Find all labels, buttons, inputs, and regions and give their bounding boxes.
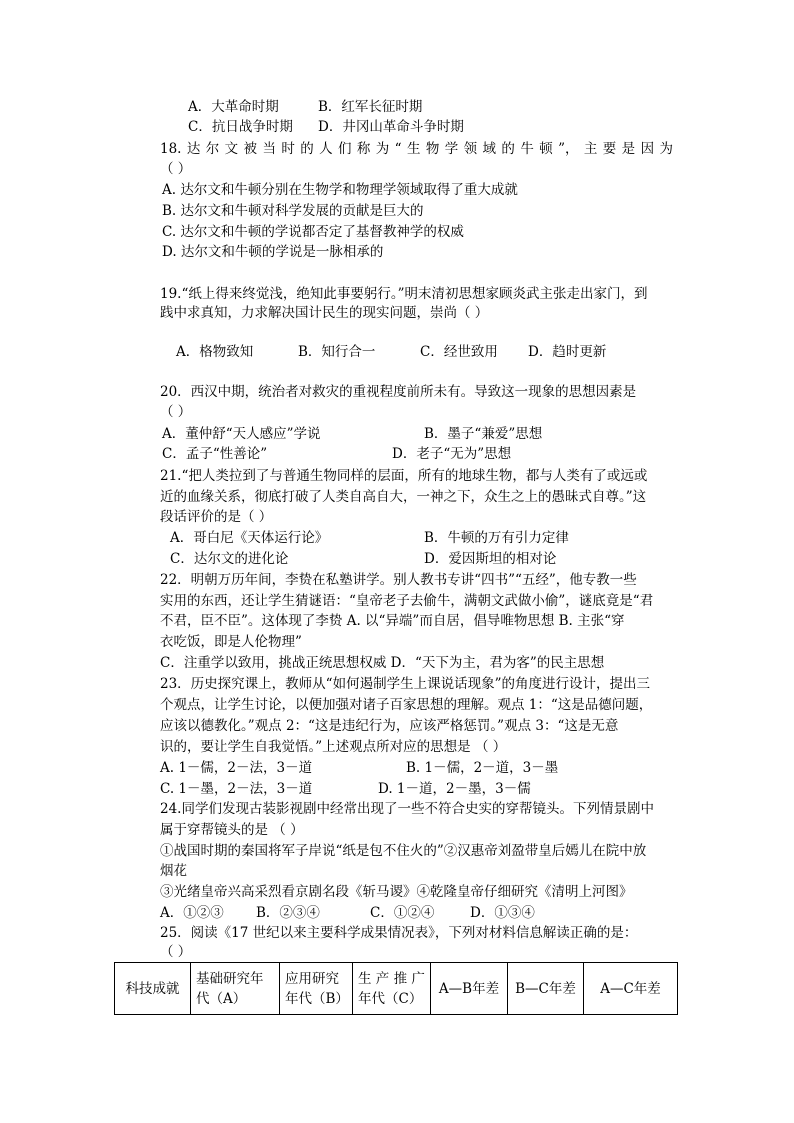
- q24-option-c: C．①②④: [370, 905, 435, 921]
- q22-stem-line4: 衣吃饭，即是人伦物理”: [160, 634, 302, 650]
- q20-option-a: A．董仲舒“天人感应”学说: [162, 426, 321, 442]
- q19-option-c: C．经世致用: [420, 344, 498, 360]
- q23-stem-line4: 识的，要让学生自我觉悟。”上述观点所对应的思想是 （ ）: [160, 739, 507, 755]
- q20-option-b: B．墨子“兼爱”思想: [424, 426, 543, 442]
- q25-answer-blank: （ ）: [160, 944, 192, 960]
- q18-option-d: D. 达尔文和牛顿的学说是一脉相承的: [162, 244, 384, 260]
- q18-stem: 18. 达 尔 文 被 当 时 的 人 们 称 为 “ 生 物 学 领 域 的 牛 顿 ”， 主 要 是 因 为: [160, 141, 673, 157]
- q19-stem-line1: 19.“纸上得来终觉浅，绝知此事要躬行。”明末清初思想家顾炎武主张走出家门，到: [160, 286, 648, 302]
- q18-option-a: A. 达尔文和牛顿分别在生物学和物理学领域取得了重大成就: [162, 182, 518, 198]
- q24-option-a: A．①②③: [160, 905, 224, 921]
- q20-stem: 20．西汉中期，统治者对救灾的重视程度前所未有。导致这一现象的思想因素是: [160, 384, 637, 400]
- q20-answer-blank: （ ）: [160, 404, 192, 420]
- q19-option-b: B．知行合一: [298, 344, 376, 360]
- q24-stem-line3: ①战国时期的秦国将军子岸说“纸是包不住火的”②汉惠帝刘盈带皇后嫣儿在院中放: [160, 843, 647, 859]
- q19-stem-line2: 践中求真知，力求解决国计民生的现实问题，崇尚（ ）: [160, 305, 489, 321]
- science-achievements-table: [114, 962, 678, 1015]
- q21-stem-line1: 21.“把人类拉到了与普通生物同样的层面，所有的地球生物，都与人类有了或远或: [160, 468, 648, 484]
- q19-option-a: A．格物致知: [176, 344, 254, 360]
- q19-option-d: D．趋时更新: [528, 344, 607, 360]
- q17-option-d: D．井冈山革命斗争时期: [318, 119, 464, 135]
- q20-option-c: C．孟子“性善论”: [162, 446, 268, 462]
- q24-stem-line2: 属于穿帮镜头的是 （ ）: [160, 822, 304, 838]
- q25-stem: 25．阅读《17 世纪以来主要科学成果情况表》，下列对材料信息解读正确的是：: [160, 925, 638, 941]
- table-header-cell: 生 产 推 广 年代（C）: [353, 963, 431, 1015]
- q21-option-b: B．牛顿的万有引力定律: [424, 530, 569, 546]
- table-header-cell: 应用研究年代（B）: [280, 963, 353, 1015]
- q24-option-d: D．①③④: [470, 905, 535, 921]
- q23-stem-line2: 个观点，让学生讨论，以便加强对诸子百家思想的理解。观点 1：“这是品德问题，: [160, 697, 653, 713]
- table-header-row: [115, 963, 678, 1015]
- q24-stem-line4: 烟花: [160, 863, 187, 879]
- q23-option-a: A. 1－儒，2－法，3－道: [160, 760, 313, 776]
- q18-option-b: B. 达尔文和牛顿对科学发展的贡献是巨大的: [162, 203, 424, 219]
- q21-option-c: C．达尔文的进化论: [170, 551, 289, 567]
- table-header-cell: 科技成就: [115, 963, 191, 1015]
- q17-option-b: B．红军长征时期: [318, 99, 423, 115]
- q24-stem-line1: 24.同学们发现古装影视剧中经常出现了一些不符合史实的穿帮镜头。下列情景剧中: [160, 801, 654, 817]
- q17-option-a: A．大革命时期: [188, 99, 279, 115]
- q22-stem-line2: 实用的东西，还让学生猜谜语：“皇帝老子去偷牛，满朝文武做小偷”，谜底竟是“君: [160, 593, 654, 609]
- q21-stem-line2: 近的血缘关系，彻底打破了人类自高自大，一神之下，众生之上的愚昧式自尊。”这: [160, 489, 647, 505]
- q22-options-cd: C．注重学以致用，挑战正统思想权威 D．“天下为主，君为客”的民主思想: [160, 655, 605, 671]
- table-header-cell: A—C年差: [584, 963, 678, 1015]
- q18-option-c: C. 达尔文和牛顿的学说都否定了基督教神学的权威: [162, 224, 464, 240]
- q21-option-d: D．爱因斯坦的相对论: [424, 551, 557, 567]
- q22-stem-line3: 不君，臣不臣”。这体现了李贽 A. 以“异端”而自居，倡导唯物思想 B. 主张“穿: [160, 613, 625, 629]
- q23-option-c: C. 1－墨，2－法，3－道: [160, 781, 313, 797]
- table-header-cell: B—C年差: [508, 963, 584, 1015]
- q22-stem-line1: 22．明朝万历年间，李贽在私塾讲学。别人教书专讲“四书”“五经”，他专教一些: [160, 572, 637, 588]
- q23-stem-line3: 应该以德教化。”观点 2：“这是违纪行为，应该严格惩罚。”观点 3：“这是无意: [160, 718, 619, 734]
- q24-option-b: B．②③④: [256, 905, 320, 921]
- table-header-cell: 基础研究年代（A）: [191, 963, 280, 1015]
- q23-option-b: B. 1－儒，2－道，3－墨: [406, 760, 559, 776]
- q18-answer-blank: （ ）: [160, 161, 192, 177]
- q23-option-d: D. 1－道，2－墨，3－儒: [378, 781, 531, 797]
- table-header-cell: A—B年差: [431, 963, 508, 1015]
- q20-option-d: D．老子“无为”思想: [392, 446, 512, 462]
- q24-stem-line5: ③光绪皇帝兴高采烈看京剧名段《斩马谡》④乾隆皇帝仔细研究《清明上河图》: [160, 884, 633, 900]
- q23-stem-line1: 23．历史探究课上，教师从“如何遏制学生上课说话现象”的角度进行设计，提出三: [160, 676, 650, 692]
- q17-option-c: C．抗日战争时期: [188, 119, 293, 135]
- q21-option-a: A．哥白尼《天体运行论》: [170, 530, 329, 546]
- q21-stem-line3: 段话评价的是（ ）: [160, 509, 273, 525]
